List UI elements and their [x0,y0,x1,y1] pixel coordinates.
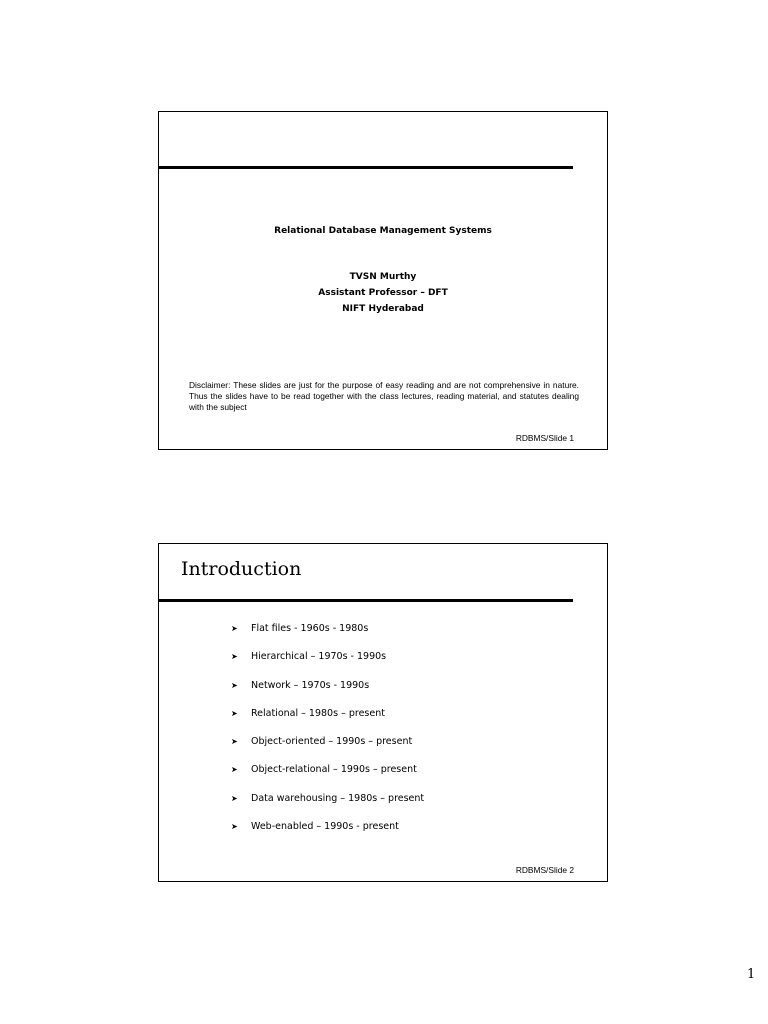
disclaimer-text: Disclaimer: These slides are just for the purpose of easy reading and are not comprehensive in nature. Thus the slides have to be read together with the class lectures, reading material, and statutes dealing with the subject [189,380,579,412]
slide-title: Introduction [181,558,302,580]
arrow-bullet-icon: ➤ [231,822,238,832]
slide-1 [158,111,608,450]
arrow-bullet-icon: ➤ [231,652,238,662]
arrow-bullet-icon: ➤ [231,680,238,690]
arrow-bullet-icon: ➤ [231,737,238,747]
bullet-text: Hierarchical – 1970s - 1990s [251,651,387,663]
title-divider [159,166,573,169]
arrow-bullet-icon: ➤ [231,793,238,803]
list-item [231,821,424,849]
slide-title: Relational Database Management Systems [274,226,492,236]
bullet-text: Flat files - 1960s - 1980s [251,623,369,634]
slide-number-label: RDBMS/Slide 2 [515,865,574,875]
author-name: TVSN Murthy [349,272,417,282]
bullet-text: Network – 1970s - 1990s [251,679,370,691]
list-item [231,793,424,821]
list-item [231,623,424,651]
list-item [231,680,424,708]
list-item [231,708,424,736]
bullet-text: Web-enabled – 1990s - present [251,821,399,833]
list-item [231,736,424,764]
bullet-text: Object-oriented – 1990s – present [251,736,413,748]
slide-2 [158,543,608,882]
arrow-bullet-icon: ➤ [231,708,238,718]
bullet-list [231,623,424,849]
slide-number-label: RDBMS/Slide 1 [515,433,574,443]
bullet-text: Relational – 1980s – present [251,707,385,719]
bullet-text: Data warehousing – 1980s – present [251,792,425,804]
author-institution: NIFT Hyderabad [342,304,424,314]
arrow-bullet-icon: ➤ [231,765,238,775]
list-item [231,764,424,792]
page-number: 1 [747,967,756,982]
title-divider [159,599,573,602]
arrow-bullet-icon: ➤ [231,624,238,633]
list-item [231,651,424,679]
bullet-text: Object-relational – 1990s – present [251,764,417,776]
author-position: Assistant Professor – DFT [318,288,448,298]
